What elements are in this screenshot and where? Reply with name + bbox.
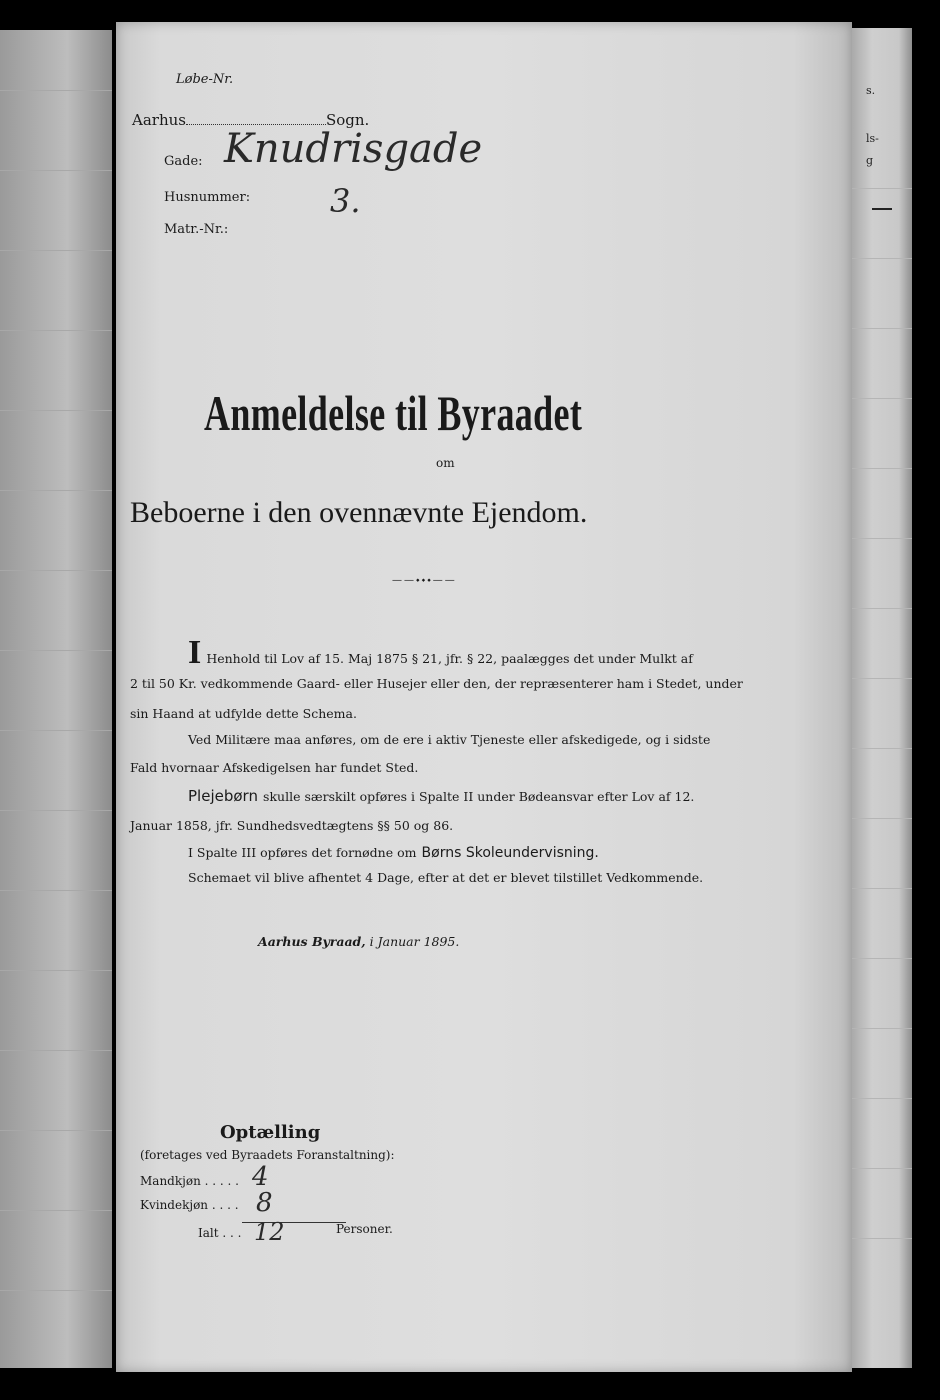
- gade-label: Gade:: [164, 154, 203, 169]
- matr-label: Matr.-Nr.:: [164, 222, 229, 237]
- right-page-stack: [846, 28, 912, 1368]
- ornament-divider: ——⬩⬩⬩——: [392, 575, 457, 586]
- instruction-line-8: I Spalte III opføres det fornødne om Børns Skoleundervisning.: [188, 845, 599, 861]
- instruction-line-4: Ved Militære maa anføres, om de ere i aktiv Tjeneste eller afskedigede, og i sidste: [188, 732, 711, 747]
- instruction-line-9: Schemaet vil blive afhentet 4 Dage, efter at det er blevet tilstillet Vedkommende.: [188, 870, 704, 885]
- kvindekjon-handwritten-value: 8: [256, 1188, 273, 1218]
- aarhus-label: Aarhus: [132, 111, 186, 129]
- instruction-line-1: I Henhold til Lov af 15. Maj 1875 § 21, jfr. § 22, paalægges det under Mulkt af: [188, 634, 693, 671]
- instruction-line-2: 2 til 50 Kr. vedkommende Gaard- eller Husejer eller den, der repræsenterer ham i Stedet, under: [130, 676, 743, 691]
- signature-org: Aarhus Byraad,: [258, 934, 366, 949]
- kvindekjon-label: Kvindekjøn: [140, 1198, 209, 1212]
- instruction-line-5: Fald hvornaar Afskedigelsen har fundet Sted.: [130, 760, 419, 775]
- personer-label: Personer.: [336, 1222, 393, 1236]
- mandkjon-row: Mandkjøn . . . . .: [140, 1174, 239, 1188]
- document-subtitle: Beboerne i den ovennævnte Ejendom.: [130, 496, 588, 529]
- ialt-row: Ialt . . .: [198, 1226, 242, 1240]
- stack-mark-2: ls-: [866, 132, 879, 145]
- husnummer-handwritten-value: 3.: [330, 182, 361, 220]
- drop-cap: I: [188, 634, 202, 671]
- om-label: om: [436, 456, 455, 470]
- instruction-line-3: sin Haand at udfylde dette Schema.: [130, 706, 357, 721]
- signature-date: i Januar 1895.: [369, 934, 460, 949]
- mandkjon-label: Mandkjøn: [140, 1174, 201, 1188]
- husnummer-label: Husnummer:: [164, 190, 251, 205]
- count-title: Optælling: [220, 1122, 321, 1143]
- left-page-edge: [0, 30, 112, 1368]
- ialt-label: Ialt: [198, 1226, 219, 1240]
- count-subtitle: (foretages ved Byraadets Foranstaltning):: [140, 1148, 395, 1162]
- stack-rule: [872, 208, 892, 210]
- gade-handwritten-value: Knudrisgade: [224, 126, 483, 172]
- document-title: Anmeldelse til Byraadet: [204, 385, 583, 441]
- sogn-dotted-line: [186, 124, 326, 125]
- loebe-nr-label: Løbe-Nr.: [176, 72, 234, 87]
- instruction-line-7: Januar 1858, jfr. Sundhedsvedtægtens §§ 50 og 86.: [130, 818, 454, 833]
- sogn-label: Sogn.: [325, 111, 370, 129]
- stack-mark-1: s.: [866, 84, 876, 97]
- signature-line: [258, 934, 459, 949]
- plejeborn-lead: Plejebørn: [188, 787, 258, 805]
- document-page: [116, 22, 852, 1372]
- mandkjon-handwritten-value: 4: [252, 1162, 269, 1192]
- skoleundervisning-lead: Børns Skoleundervisning.: [421, 845, 599, 861]
- ialt-handwritten-value: 12: [254, 1218, 285, 1246]
- instruction-line-6: Plejebørn skulle særskilt opføres i Spalte II under Bødeansvar efter Lov af 12.: [188, 787, 695, 805]
- kvindekjon-row: Kvindekjøn . . . .: [140, 1198, 239, 1212]
- stack-mark-3: g: [866, 154, 874, 167]
